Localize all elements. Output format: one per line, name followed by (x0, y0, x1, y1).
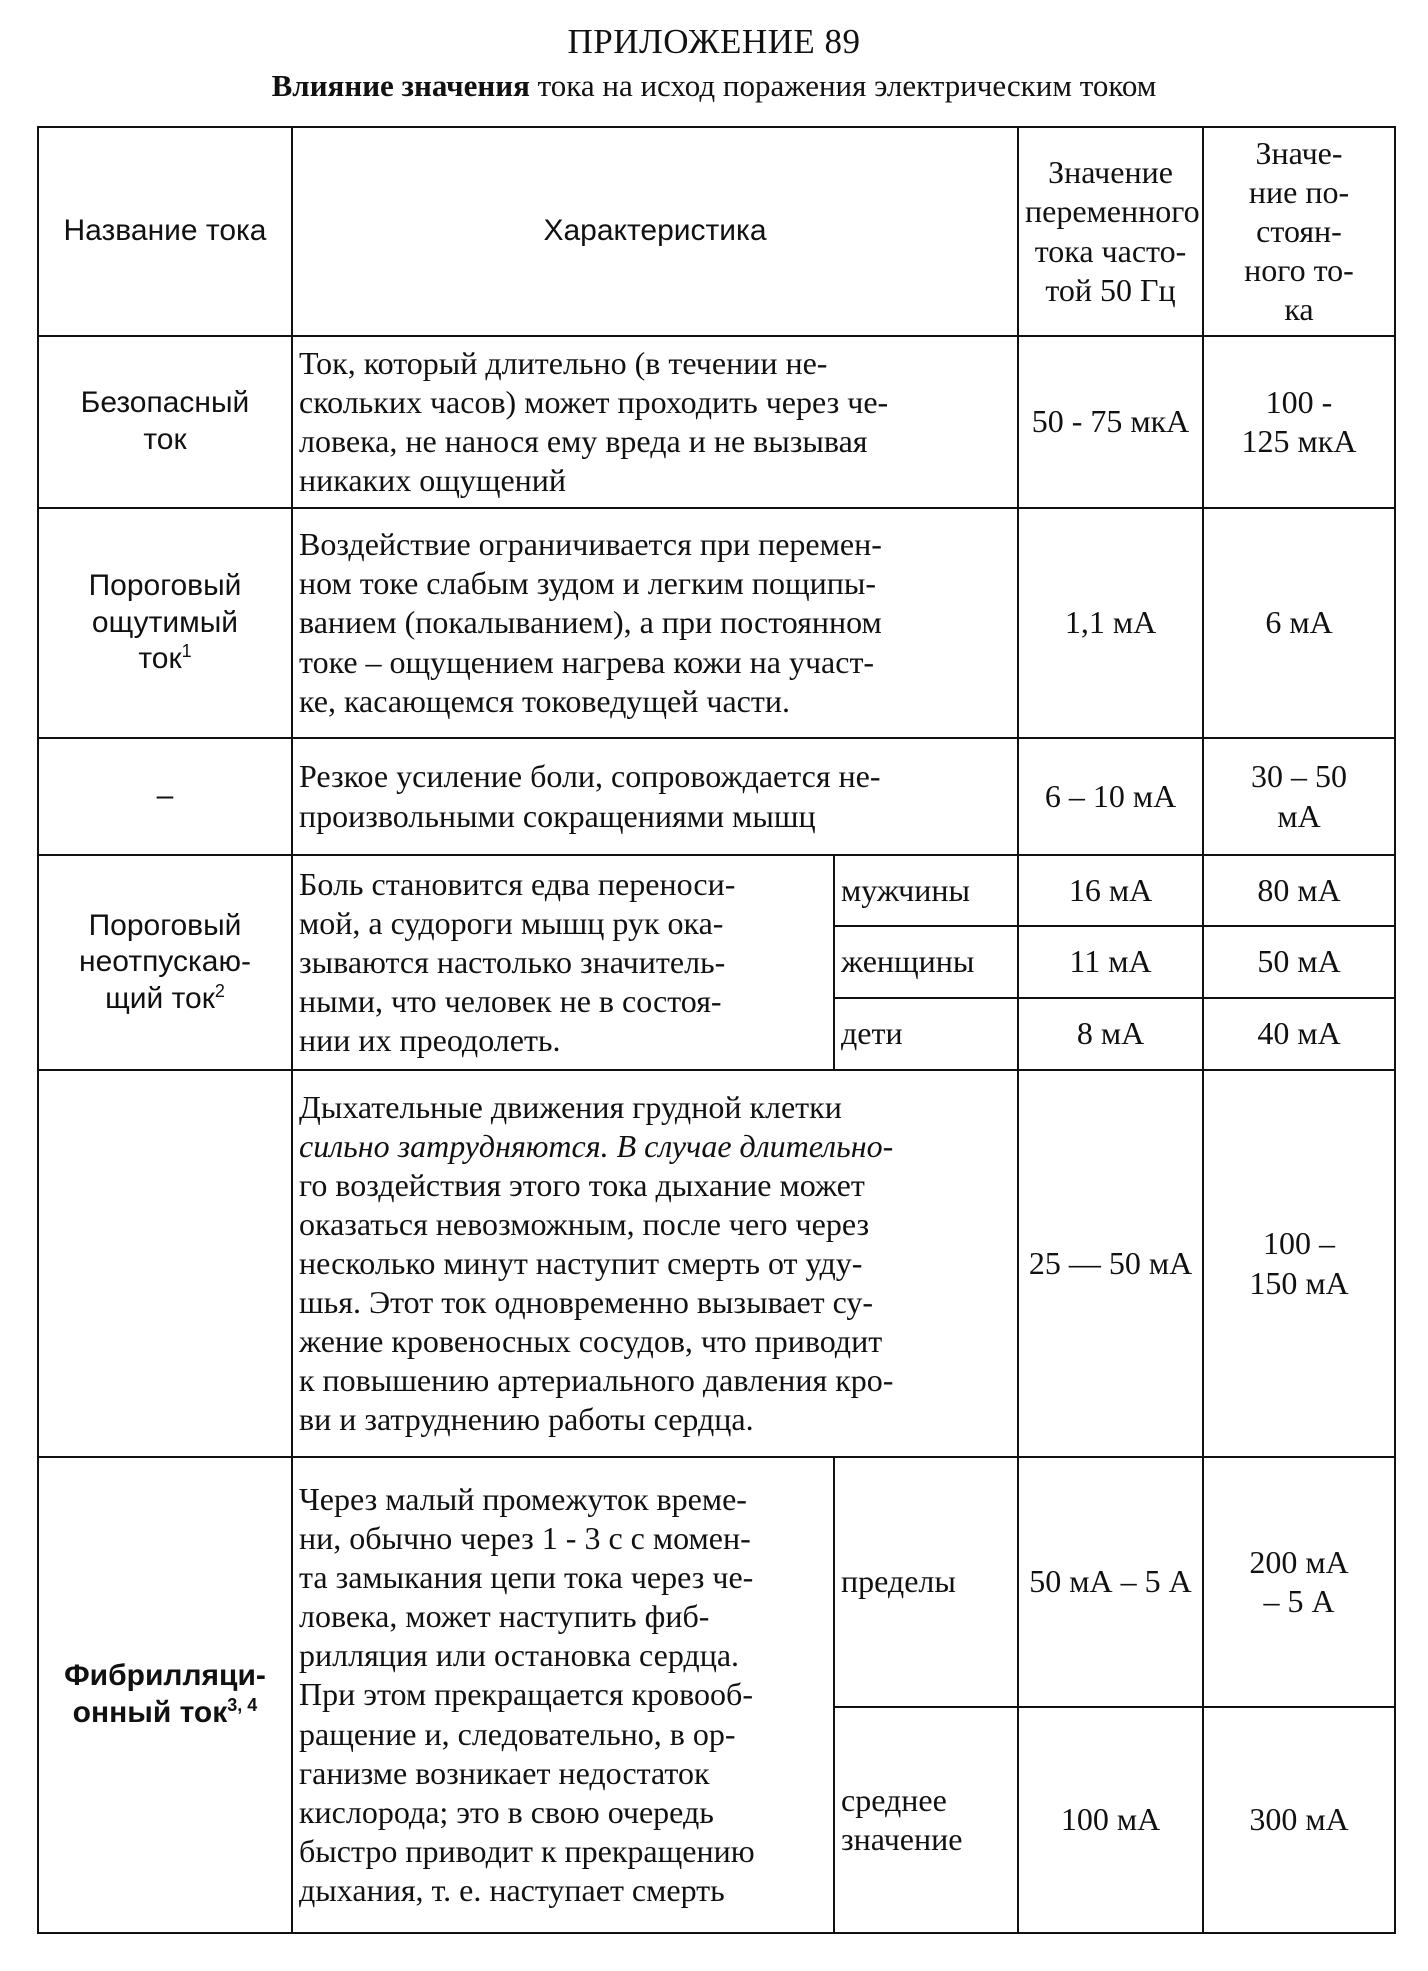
row-ac-value: 25 — 50 мА (1018, 1070, 1203, 1457)
header-dc-value: Значе- ние по- стоян- ного то- ка (1203, 127, 1395, 336)
row-name-dash: – (38, 738, 292, 855)
table-row (38, 508, 1395, 738)
table-caption (0, 68, 1428, 104)
row-ac-value: 1,1 мА (1018, 508, 1203, 738)
row-description: Ток, который длительно (в течении не- скольких часов) может проходить через че- ловека, не нанося ему вреда и не вызывая никаких ощущений (292, 336, 1018, 508)
subrow-label-women: женщины (834, 926, 1018, 998)
row-name-perceptible: Пороговый ощутимый ток$^1$ (38, 508, 292, 738)
row-description: Боль становится едва переноси- мой, а судороги мышц рук ока- зываются настолько значитель- ными, что человек не в состоя- нии их преодолеть. (292, 855, 834, 1070)
row-description: Через малый промежуток време- ни, обычно через 1 - 3 с с момен- та замыкания цепи тока через че- ловека, может наступить фиб- рилляция или остановка сердца. При этом прекращается кровооб- ращение и, следовательно, в ор- ганизме возникает недостаток кислорода; это в свою очередь быстро приводит к прекращению дыхания, т. е. наступает смерть (292, 1457, 834, 1933)
subrow-label-children: дети (834, 998, 1018, 1070)
row-dc-value: 100 – 150 мА (1203, 1070, 1395, 1457)
row-description: Резкое усиление боли, сопровождается не- произвольными сокращениями мышц (292, 738, 1018, 855)
row-ac-value: 6 – 10 мА (1018, 738, 1203, 855)
italic-fragment: сильно затрудняются. В случае длительно- (299, 1127, 894, 1164)
row-name-empty (38, 1070, 292, 1457)
row-dc-value: 300 мА (1203, 1707, 1395, 1933)
current-effects-table (37, 126, 1396, 1934)
table-row (38, 1070, 1395, 1457)
row-description: Воздействие ограничивается при перемен- ном токе слабым зудом и легким пощипы- ванием (покалыванием), а при постоянном токе – ощущением нагрева кожи на участ- ке, касающемся токоведущей части. (292, 508, 1018, 738)
table-row (38, 738, 1395, 855)
row-dc-value: 200 мА – 5 А (1203, 1457, 1395, 1707)
caption-rest: тока на исход поражения электрическим током (529, 68, 1157, 103)
row-name-non-release: Пороговый неотпускаю- щий ток$^2$ (38, 855, 292, 1070)
row-name-safe: Безопасный ток (38, 336, 292, 508)
row-dc-value: 30 – 50 мА (1203, 738, 1395, 855)
header-characteristic: Характеристика (292, 127, 1018, 336)
table-row (38, 1457, 1395, 1707)
row-ac-value: 100 мА (1018, 1707, 1203, 1933)
subrow-label-average: среднее значение (834, 1707, 1018, 1933)
row-dc-value: 80 мА (1203, 855, 1395, 926)
row-dc-value: 6 мА (1203, 508, 1395, 738)
footnote-marker: 2 (214, 980, 225, 1001)
row-dc-value: 40 мА (1203, 998, 1395, 1070)
table-row (38, 336, 1395, 508)
subrow-label-limits: пределы (834, 1457, 1018, 1707)
header-ac-value: Значение переменного тока часто- той 50 Гц (1018, 127, 1203, 336)
row-dc-value: 50 мА (1203, 926, 1395, 998)
row-name-fibrillation: Фибрилляци- онный ток$^{3, 4}$ (38, 1457, 292, 1933)
header-current-name: Название тока (38, 127, 292, 336)
row-ac-value: 11 мА (1018, 926, 1203, 998)
table-header-row (38, 127, 1395, 336)
row-ac-value: 50 - 75 мкА (1018, 336, 1203, 508)
table-row (38, 855, 1395, 926)
caption-bold-part: Влияние значения (271, 68, 530, 103)
row-dc-value: 100 - 125 мкА (1203, 336, 1395, 508)
row-ac-value: 16 мА (1018, 855, 1203, 926)
appendix-title: ПРИЛОЖЕНИЕ 89 (567, 22, 861, 61)
footnote-marker: 3, 4 (227, 1695, 258, 1715)
subrow-label-men: мужчины (834, 855, 1018, 926)
footnote-marker: 1 (181, 641, 192, 662)
row-ac-value: 50 мА – 5 А (1018, 1457, 1203, 1707)
row-description: Дыхательные движения грудной клетки сильно затрудняются. В случае длительно- го воздействия этого тока дыхание может оказаться невозможным, после чего через несколько минут наступит смерть от уду- шья. Этот ток одновременно вызывает су- жение кровеносных сосудов, что приводит к повышению артериального давления кро- ви и затруднению работы сердца. (292, 1070, 1018, 1457)
row-ac-value: 8 мА (1018, 998, 1203, 1070)
